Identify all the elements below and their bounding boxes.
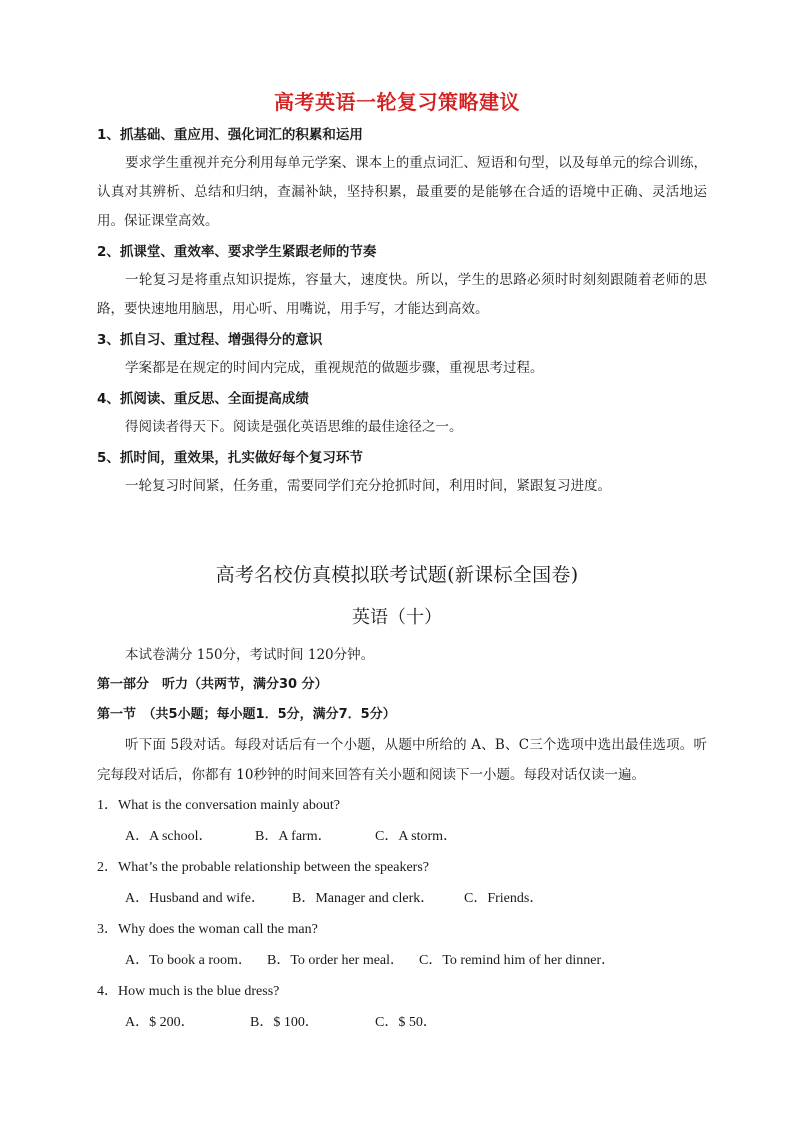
question-4-options [97,1007,707,1038]
option-a: A．A school． [125,829,213,844]
option-c: C．To remind him of her dinner． [419,953,616,968]
tips-section [97,121,707,503]
listening-instructions: 听下面 5段对话。每段对话后有一个小题，从题中所给的 A、B、C三个选项中选出最佳选项。听完每段对话后，你都有 10秒钟的时间来回答有关小题和阅读下一小题。每段对话仅读一遍。 [97,737,707,783]
option-c: C．Friends． [464,891,544,906]
option-a: A．Husband and wife． [125,891,265,906]
question-3-options [97,945,707,976]
exam-title: 高考名校仿真模拟联考试题(新课标全国卷) [215,564,579,586]
exam-body [97,640,707,1038]
question-4: 4．How much is the blue dress? [97,984,280,999]
option-b: B．To order her meal． [267,953,405,968]
option-b: B．A farm． [255,829,332,844]
tip-heading-2: 2、抓课堂、重效率、要求学生紧跟老师的节奏 [97,244,377,260]
part-heading: 第一部分 听力（共两节，满分30 分） [97,677,328,692]
question-1-options [97,821,707,852]
tip-body-2: 一轮复习是将重点知识提炼，容量大，速度快。所以，学生的思路必须时时刻刻跟随着老师的思路，要快速地用脑思，用心听、用嘴说，用手写，才能达到高效。 [97,272,707,317]
exam-intro: 本试卷满分 150分，考试时间 120分钟。 [125,647,375,663]
exam-subtitle: 英语（十） [352,607,442,628]
tip-body-5: 一轮复习时间紧，任务重，需要同学们充分抢抓时间，利用时间，紧跟复习进度。 [125,478,611,494]
option-c: C．A storm． [375,829,458,844]
option-c: C．$ 50． [375,1015,437,1030]
section-heading: 第一节 （共5小题；每小题1．5分，满分7．5分） [97,707,396,722]
tip-heading-4: 4、抓阅读、重反思、全面提高成绩 [97,391,309,407]
tip-heading-5: 5、抓时间，重效果，扎实做好每个复习环节 [97,450,363,466]
option-a: A．$ 200． [125,1015,195,1030]
tip-heading-3: 3、抓自习、重过程、增强得分的意识 [97,332,323,348]
question-3: 3．Why does the woman call the man? [97,922,318,937]
tip-body-3: 学案都是在规定的时间内完成，重视规范的做题步骤，重视思考过程。 [125,360,544,376]
option-a: A．To book a room． [125,953,252,968]
option-b: B．Manager and clerk． [292,891,435,906]
option-b: B．$ 100． [250,1015,319,1030]
question-1: 1．What is the conversation mainly about? [97,798,340,813]
tip-body-4: 得阅读者得天下。阅读是强化英语思维的最佳途径之一。 [125,419,463,435]
question-2: 2．What’s the probable relationship between the speakers? [97,860,429,875]
tip-heading-1: 1、抓基础、重应用、强化词汇的积累和运用 [97,127,363,143]
main-title: 高考英语一轮复习策略建议 [274,90,520,114]
tip-body-1: 要求学生重视并充分利用每单元学案、课本上的重点词汇、短语和句型，以及每单元的综合训练，认真对其辨析、总结和归纳，查漏补缺，坚持积累，最重要的是能够在合适的语境中正确、灵活地运用。保证课堂高效。 [97,155,707,229]
question-2-options [97,883,707,914]
